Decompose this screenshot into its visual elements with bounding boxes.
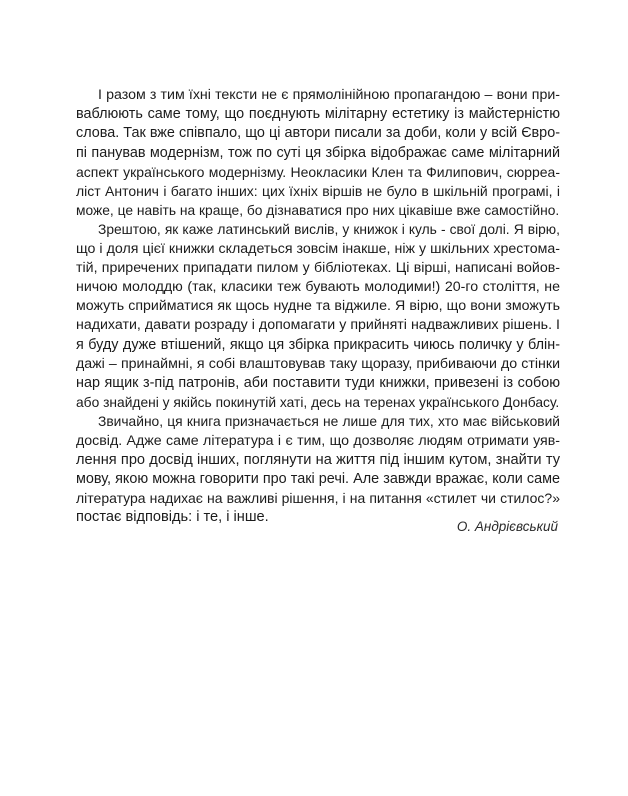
paragraph-2 xyxy=(76,220,560,412)
text-line: мову, якою можна говорити про такі речі. Але завжди вражає, коли саме xyxy=(76,471,560,488)
text-line: дажі – принаймні, я собі влаштовував таку щоразу, прибиваючи до стінки xyxy=(76,355,560,372)
text-line: нар ящик з-під патронів, аби поставити туди книжки, привезені із собою xyxy=(76,375,560,392)
text-line: або знайдені у якійсь покинутій хаті, десь на теренах українського Донбасу. xyxy=(76,395,560,411)
text-line: ваблюють саме тому, що поєднують мілітарну естетику із майстерністю xyxy=(76,106,560,123)
text-line: І разом з тим їхні тексти не є прямолінійною пропагандою – вони при- xyxy=(98,87,560,103)
text-line: пі панував модернізм, тож по суті ця збірка відображає саме мілітарний xyxy=(76,144,560,161)
text-line: аспект українського модернізму. Неокласики Клен та Филипович, сюрреа- xyxy=(76,163,560,180)
text-line: надихати, давати розраду і допомагати у прийняті надважливих рішень. І xyxy=(76,317,560,334)
text-line: лення про досвід інших, поглянути на життя під іншим кутом, знайти ту xyxy=(76,451,560,468)
text-line: постає відповідь: і те, і інше. xyxy=(76,509,269,526)
text-line: можуть сприйматися як щось нудне та віджиле. Я вірю, що вони зможуть xyxy=(76,298,560,315)
text-line: слова. Так вже співпало, що ці автори писали за доби, коли у всій Євро- xyxy=(76,125,560,142)
text-line: я буду дуже втішений, якщо ця збірка прикрасить чиюсь поличку у блін- xyxy=(76,336,560,353)
author-signature: О. Андрієвський xyxy=(456,519,558,534)
text-line: ліст Антонич і багато інших: цих їхніх віршів не було в шкільній програмі, і xyxy=(76,183,560,200)
text-line: досвід. Адже саме література і є тим, що дозволяє людям отримати уяв- xyxy=(76,432,560,449)
text-body xyxy=(76,86,560,528)
text-line: тій, приречених припадати пилом у бібліотеках. Ці вірші, написані войов- xyxy=(76,259,560,276)
text-line: що і доля цієї книжки складеться зовсім інакше, ніж у шкільних хрестома- xyxy=(76,240,560,257)
paragraph-1 xyxy=(76,86,560,220)
text-line: Звичайно, ця книга призначається не лише для тих, хто має військовий xyxy=(98,414,560,430)
paragraph-3 xyxy=(76,412,560,527)
text-line: може, це навіть на краще, бо дізнаватися про них цікавіше вже самостійно. xyxy=(76,203,560,219)
text-line: Зрештою, як каже латинський вислів, у книжок і куль - свої долі. Я вірю, xyxy=(98,222,560,238)
text-line: література надихає на важливі рішення, і на питання «стилет чи стилос?» xyxy=(76,490,560,507)
text-line: ничою молоддю (так, класики теж бувають молодими!) 20-го століття, не xyxy=(76,279,560,296)
